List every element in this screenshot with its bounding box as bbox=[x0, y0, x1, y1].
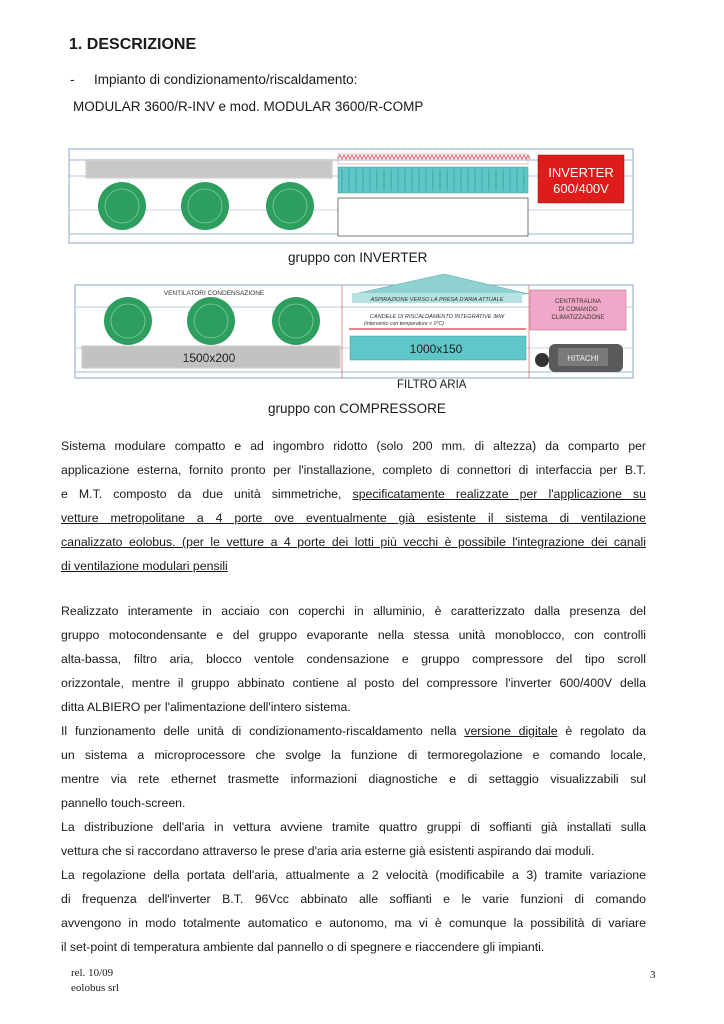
paragraph-line: orizzontale, mentre il gruppo abbinato contiene al posto del compressore l'inverter 600/400V della bbox=[61, 676, 646, 690]
subheading-text: Impianto di condizionamento/riscaldamento: bbox=[94, 72, 358, 87]
fan-icon bbox=[272, 297, 320, 345]
filter-size-label: 1000x150 bbox=[409, 342, 463, 356]
underlined-line: vetture metropolitane a 4 porte ove eventualmente già esistente il sistema di ventilazione bbox=[61, 511, 646, 525]
description-paragraph-1 bbox=[61, 434, 646, 578]
paragraph-line bbox=[61, 482, 646, 506]
underlined-text: specificatamente realizzate per l'applicazione su bbox=[352, 487, 646, 501]
paragraph-line: pannello touch-screen. bbox=[61, 796, 186, 810]
section-heading: 1. DESCRIZIONE bbox=[69, 36, 197, 53]
paragraph-line: La distribuzione dell'aria in vettura avviene tramite quattro gruppi di soffianti già installati sulla bbox=[61, 820, 646, 834]
compressor-unit-diagram bbox=[74, 268, 634, 380]
paragraph-text: e M.T. composto da due unità simmetriche, bbox=[61, 487, 342, 501]
intake-label: ASPIRAZIONE VERSO LA PRESA D'ARIA ATTUALE bbox=[370, 297, 504, 303]
fan-icon bbox=[266, 182, 314, 230]
fan-icon bbox=[181, 182, 229, 230]
control-unit-label: DI COMANDO bbox=[558, 307, 598, 313]
paragraph-line: ditta ALBIERO per l'alimentazione dell'intero sistema. bbox=[61, 700, 351, 714]
inverter-label: INVERTER bbox=[548, 165, 614, 180]
fan-icon bbox=[104, 297, 152, 345]
coil-size-label: 1500x200 bbox=[182, 351, 236, 365]
control-unit-label: CLIMATIZZAZIONE bbox=[551, 315, 605, 321]
paragraph-line: mentre via rete ethernet trasmette informazioni diagnostiche e di settaggio visualizzabili sul bbox=[61, 772, 646, 786]
inverter-voltage-label: 600/400V bbox=[553, 181, 609, 196]
paragraph-line: gruppo motocondensante e del gruppo evaporante nella stessa unità monoblocco, con controlli bbox=[61, 628, 646, 642]
compressor-caption: gruppo con COMPRESSORE bbox=[268, 401, 446, 416]
paragraph-line: Realizzato interamente in acciaio con coperchi in alluminio, è caratterizzato dalla presenza del bbox=[61, 604, 646, 618]
models-line: MODULAR 3600/R-INV e mod. MODULAR 3600/R-COMP bbox=[73, 99, 424, 114]
footer-company: eolobus srl bbox=[71, 982, 119, 994]
paragraph-line: vettura che si raccordano attraverso le prese d'aria aria esterne già esistenti aspirando dai moduli. bbox=[61, 844, 595, 858]
control-unit-label: CENTRTRALINA bbox=[555, 299, 601, 305]
paragraph-text: Il funzionamento delle unità di condizionamento-riscaldamento nella bbox=[61, 724, 457, 738]
paragraph-line: un sistema a microprocessore che svolge la funzione di termoregolazione e comando locale, bbox=[61, 748, 646, 762]
underlined-line: canalizzato eolobus. (per le vetture a 4 porte dei lotti più vecchi è possibile l'integrazione dei canali bbox=[61, 535, 646, 549]
filter-label: FILTRO ARIA bbox=[397, 379, 467, 391]
paragraph-line: Sistema modulare compatto e ad ingombro ridotto (solo 200 mm. di altezza) da comparto per bbox=[61, 439, 646, 453]
page-number: 3 bbox=[650, 969, 656, 981]
dash-bullet: - bbox=[70, 72, 75, 87]
compressor-brand-label: HITACHI bbox=[567, 354, 599, 363]
heater-note: (intervento con temperature < 0°C) bbox=[363, 321, 445, 327]
paragraph-line: di frequenza dell'inverter B.T. 96Vcc abbinato alle soffianti e le varie funzioni di comando bbox=[61, 892, 646, 906]
paragraph-line: applicazione esterna, fornito pronto per l'installazione, completo di connettori di interfaccia per B.T. bbox=[61, 463, 646, 477]
paragraph-line: avvengono in modo totalmente automatico e autonomo, ma vi è comunque la possibilità di variare bbox=[61, 916, 646, 930]
underlined-text: versione digitale bbox=[464, 724, 558, 738]
paragraph-line: alta-bassa, filtro aria, blocco ventole condensazione e gruppo compressore del tipo scroll bbox=[61, 652, 646, 666]
paragraph-text: è regolato da bbox=[565, 724, 646, 738]
footer-revision: rel. 10/09 bbox=[71, 967, 114, 979]
heater-label: CANDELE DI RISCALDAMENTO INTEGRATIVE 3kW bbox=[369, 314, 505, 320]
inverter-unit-diagram bbox=[68, 146, 634, 246]
paragraph-line bbox=[61, 719, 646, 743]
description-paragraph-2 bbox=[61, 599, 646, 959]
fan-icon bbox=[98, 182, 146, 230]
inverter-caption: gruppo con INVERTER bbox=[288, 250, 428, 265]
paragraph-line: La regolazione della portata dell'aria, attualmente a 2 velocità (modificabile a 3) tramite variazione bbox=[61, 868, 646, 882]
paragraph-line: il set-point di temperatura ambiente dal pannello o di spegnere e riaccendere gli impianti. bbox=[61, 940, 545, 954]
fan-icon bbox=[187, 297, 235, 345]
subheading bbox=[70, 72, 357, 87]
fans-label: VENTILATORI CONDENSAZIONE bbox=[163, 290, 265, 297]
underlined-line: di ventilazione modulari pensili bbox=[61, 559, 228, 573]
